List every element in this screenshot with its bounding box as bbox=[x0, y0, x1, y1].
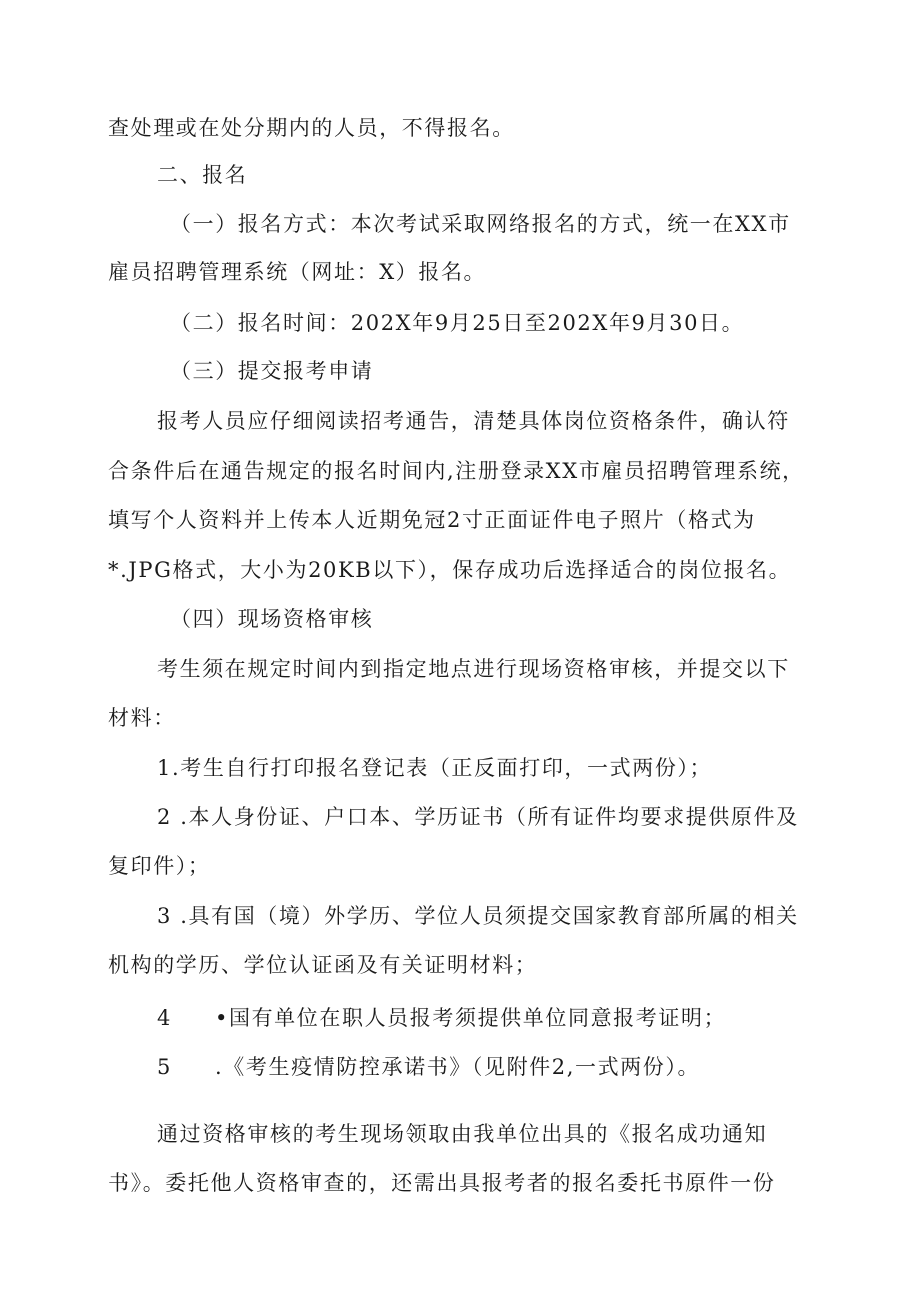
text-line: 书》。委托他人资格审查的，还需出具报考者的报名委托书原件一份 bbox=[108, 1171, 776, 1195]
text-line: *.JPG格式，大小为20KB以下），保存成功后选择适合的岗位报名。 bbox=[108, 558, 792, 582]
text-line: 材料： bbox=[108, 706, 176, 730]
subsection-heading: （四）现场资格审核 bbox=[170, 607, 374, 631]
text-line: 填写个人资料并上传本人近期免冠2寸正面证件电子照片（格式为 bbox=[108, 508, 756, 532]
list-item: •国有单位在职人员报考须提供单位同意报考证明； bbox=[215, 1006, 727, 1030]
text-line: 合条件后在通告规定的报名时间内,注册登录XX市雇员招聘管理系统， bbox=[108, 459, 805, 483]
list-item-number: 4 bbox=[157, 1006, 172, 1030]
text-line: 复印件）； bbox=[108, 854, 211, 878]
list-item: 2 .本人身份证、户口本、学历证书（所有证件均要求提供原件及 bbox=[157, 805, 799, 829]
section-heading: 二、报名 bbox=[157, 163, 248, 187]
text-line: 通过资格审核的考生现场领取由我单位出具的《报名成功通知 bbox=[157, 1122, 768, 1146]
text-line: 雇员招聘管理系统（网址：X）报名。 bbox=[108, 260, 487, 284]
list-item: 3 .具有国（境）外学历、学位人员须提交国家教育部所属的相关 bbox=[157, 904, 799, 928]
subsection-heading: （二）报名时间：202X年9月25日至202X年9月30日。 bbox=[170, 311, 745, 335]
list-item-number: 5 bbox=[157, 1055, 172, 1079]
subsection-heading: （三）提交报考申请 bbox=[170, 359, 374, 383]
subsection-heading: （一）报名方式：本次考试采取网络报名的方式，统一在XX市 bbox=[170, 212, 791, 236]
text-line: 报考人员应仔细阅读招考通告，清楚具体岗位资格条件，确认符 bbox=[157, 409, 790, 433]
list-item: 1.考生自行打印报名登记表（正反面打印，一式两份）； bbox=[157, 756, 713, 780]
text-line: 机构的学历、学位认证函及有关证明材料； bbox=[108, 953, 538, 977]
text-line: 查处理或在处分期内的人员，不得报名。 bbox=[108, 116, 515, 140]
text-line: 考生须在规定时间内到指定地点进行现场资格审核，并提交以下 bbox=[157, 657, 790, 681]
list-item: .《考生疫情防控承诺书》（见附件2,一式两份）。 bbox=[215, 1055, 701, 1079]
